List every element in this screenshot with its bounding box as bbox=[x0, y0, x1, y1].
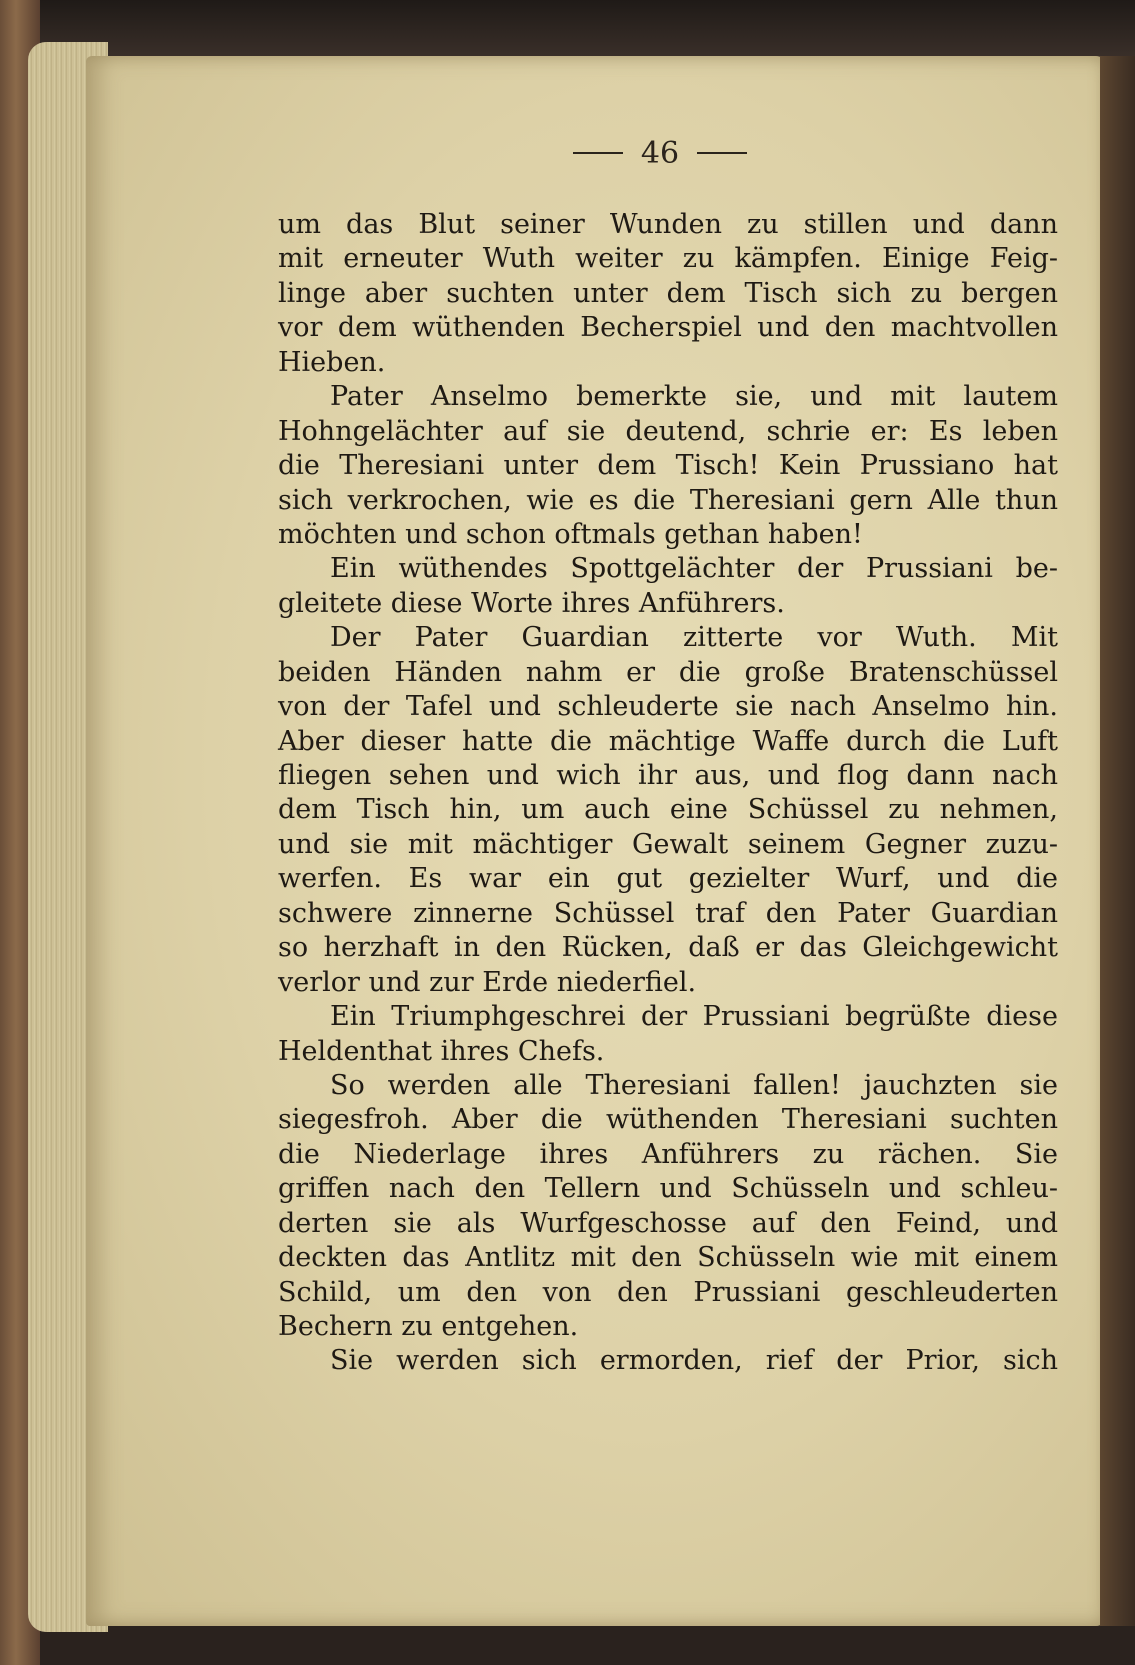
header-dash-left bbox=[573, 152, 623, 154]
text-line: sich verkrochen, wie es die Theresiani gern Alle thun bbox=[278, 484, 1058, 516]
text-line: verlor und zur Erde niederfiel. bbox=[278, 966, 697, 998]
text-line: Aber dieser hatte die mächtige Waffe durch die Luft bbox=[278, 725, 1058, 757]
text-line: siegesfroh. Aber die wüthenden Theresiani suchten bbox=[278, 1104, 1058, 1136]
text-line: Heldenthat ihres Chefs. bbox=[278, 1035, 605, 1067]
text-line: vor dem wüthenden Becherspiel und den machtvollen bbox=[278, 312, 1058, 344]
text-line: werfen. Es war ein gut gezielter Wurf, und die bbox=[278, 863, 1058, 895]
text-line: fliegen sehen und wich ihr aus, und flog dann nach bbox=[278, 760, 1058, 791]
text-line: Bechern zu entgehen. bbox=[278, 1311, 579, 1342]
text-line: Hieben. bbox=[278, 346, 386, 378]
text-line: griffen nach den Tellern und Schüsseln und schleu- bbox=[278, 1173, 1058, 1205]
text-line: möchten und schon oftmals gethan haben! bbox=[278, 518, 863, 550]
text-line: linge aber suchten unter dem Tisch sich zu bergen bbox=[278, 277, 1058, 309]
text-line: Hohngelächter auf sie deutend, schrie er: Es leben bbox=[278, 415, 1058, 447]
text-line: gleitete diese Worte ihres Anführers. bbox=[278, 587, 785, 619]
text-line: Der Pater Guardian zitterte vor Wuth. Mit bbox=[330, 622, 1058, 654]
text-line: um das Blut seiner Wunden zu stillen und dann bbox=[278, 209, 1058, 240]
text-line: Ein wüthendes Spottgelächter der Prussiani be- bbox=[330, 553, 1058, 585]
book-cover-right bbox=[1100, 56, 1135, 1626]
header-dash-right bbox=[697, 152, 747, 154]
text-line: schwere zinnerne Schüssel traf den Pater Guardian bbox=[278, 897, 1058, 929]
text-line: deckten das Antlitz mit den Schüsseln wie mit einem bbox=[278, 1242, 1058, 1274]
page-number: 46 bbox=[640, 135, 680, 171]
page-header bbox=[555, 128, 765, 178]
text-line: Sie werden sich ermorden, rief der Prior, sich bbox=[330, 1345, 1058, 1377]
text-line: und sie mit mächtiger Gewalt seinem Gegner zuzu- bbox=[278, 828, 1058, 860]
text-line: Ein Triumphgeschrei der Prussiani begrüßte diese bbox=[330, 1001, 1058, 1033]
text-line: So werden alle Theresiani fallen! jauchzten sie bbox=[330, 1069, 1058, 1101]
text-line: dem Tisch hin, um auch eine Schüssel zu nehmen, bbox=[278, 794, 1058, 826]
book-cover-top bbox=[0, 0, 1135, 60]
text-line: von der Tafel und schleuderte sie nach Anselmo hin. bbox=[278, 691, 1058, 723]
page-body-text bbox=[278, 208, 1058, 1379]
text-line: Schild, um den von den Prussiani geschleuderten bbox=[278, 1276, 1058, 1308]
text-line: Pater Anselmo bemerkte sie, und mit lautem bbox=[330, 381, 1058, 413]
text-line: die Theresiani unter dem Tisch! Kein Prussiano hat bbox=[278, 450, 1058, 482]
text-line: mit erneuter Wuth weiter zu kämpfen. Einige Feig- bbox=[278, 243, 1058, 275]
text-line: beiden Händen nahm er die große Bratenschüssel bbox=[278, 656, 1058, 688]
text-line: die Niederlage ihres Anführers zu rächen. Sie bbox=[278, 1138, 1058, 1170]
text-line: so herzhaft in den Rücken, daß er das Gleichgewicht bbox=[278, 932, 1058, 964]
text-line: derten sie als Wurfgeschosse auf den Feind, und bbox=[278, 1207, 1058, 1239]
